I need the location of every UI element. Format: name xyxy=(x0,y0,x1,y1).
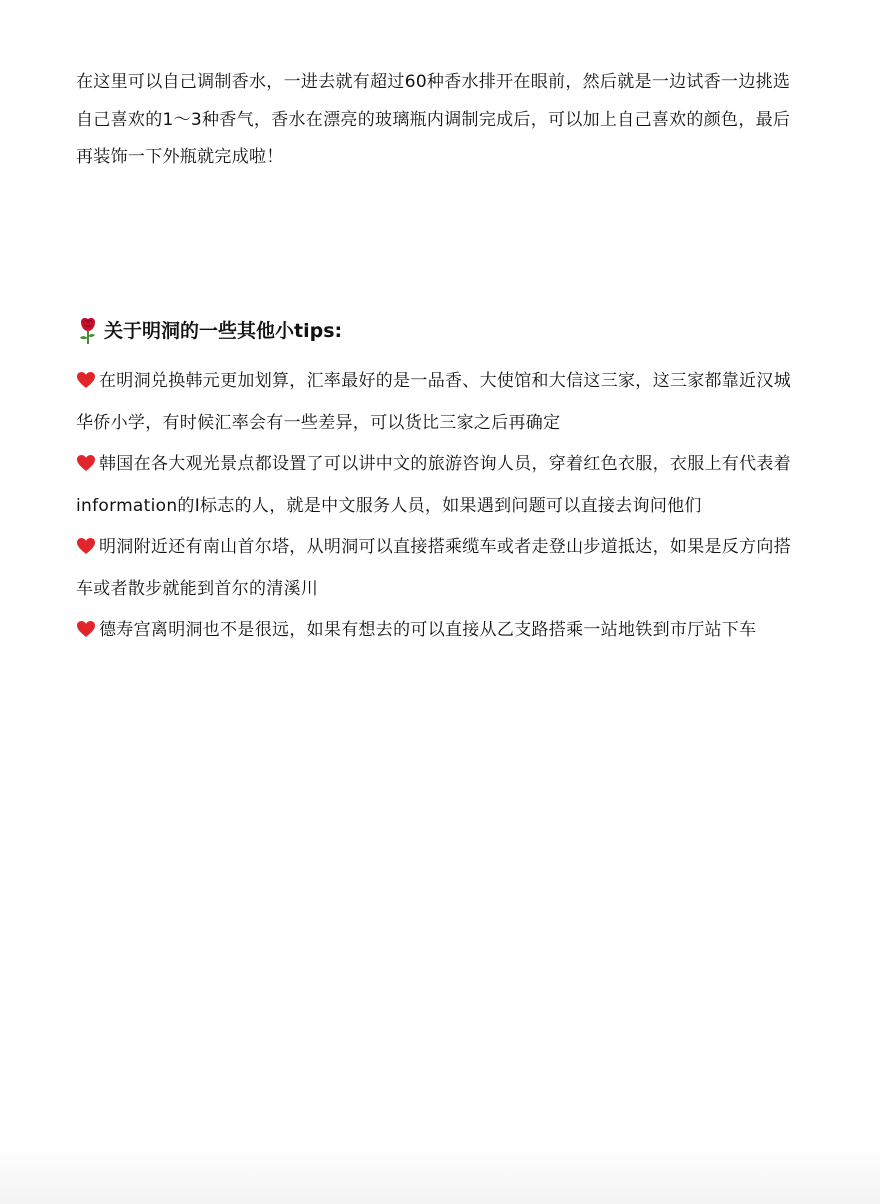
tip-text: 德寿宫离明洞也不是很远，如果有想去的可以直接从乙支路搭乘一站地铁到市厅站下车 xyxy=(99,620,757,640)
article-content xyxy=(76,64,804,640)
heart-icon xyxy=(76,613,96,631)
section-title xyxy=(76,314,804,348)
tips-list xyxy=(76,361,804,652)
tip-item xyxy=(76,444,804,527)
section-title-text: 关于明洞的一些其他小tips: xyxy=(104,320,343,342)
tip-text: 韩国在各大观光景点都设置了可以讲中文的旅游咨询人员，穿着红色衣服，衣服上有代表着information的I标志的人，就是中文服务人员，如果遇到问题可以直接去询问他们 xyxy=(76,454,791,516)
heart-icon xyxy=(76,530,96,548)
tip-item xyxy=(76,361,804,444)
intro-paragraph: 在这里可以自己调制香水，一进去就有超过60种香水排开在眼前，然后就是一边试香一边挑选自己喜欢的1～3种香气，香水在漂亮的玻璃瓶内调制完成后，可以加上自己喜欢的颜色，最后再装饰一下外瓶就完成啦！ xyxy=(76,72,791,167)
heart-icon xyxy=(76,447,96,465)
tip-item xyxy=(76,527,804,610)
tip-text: 明洞附近还有南山首尔塔，从明洞可以直接搭乘缆车或者走登山步道抵达，如果是反方向搭车或者散步就能到首尔的清溪川 xyxy=(76,537,791,599)
bottom-shade xyxy=(0,1144,880,1204)
rose-icon xyxy=(76,317,100,345)
tip-item xyxy=(76,610,804,652)
heart-icon xyxy=(76,364,96,382)
tip-text: 在明洞兑换韩元更加划算，汇率最好的是一品香、大使馆和大信这三家，这三家都靠近汉城华侨小学，有时候汇率会有一些差异，可以货比三家之后再确定 xyxy=(76,371,791,433)
